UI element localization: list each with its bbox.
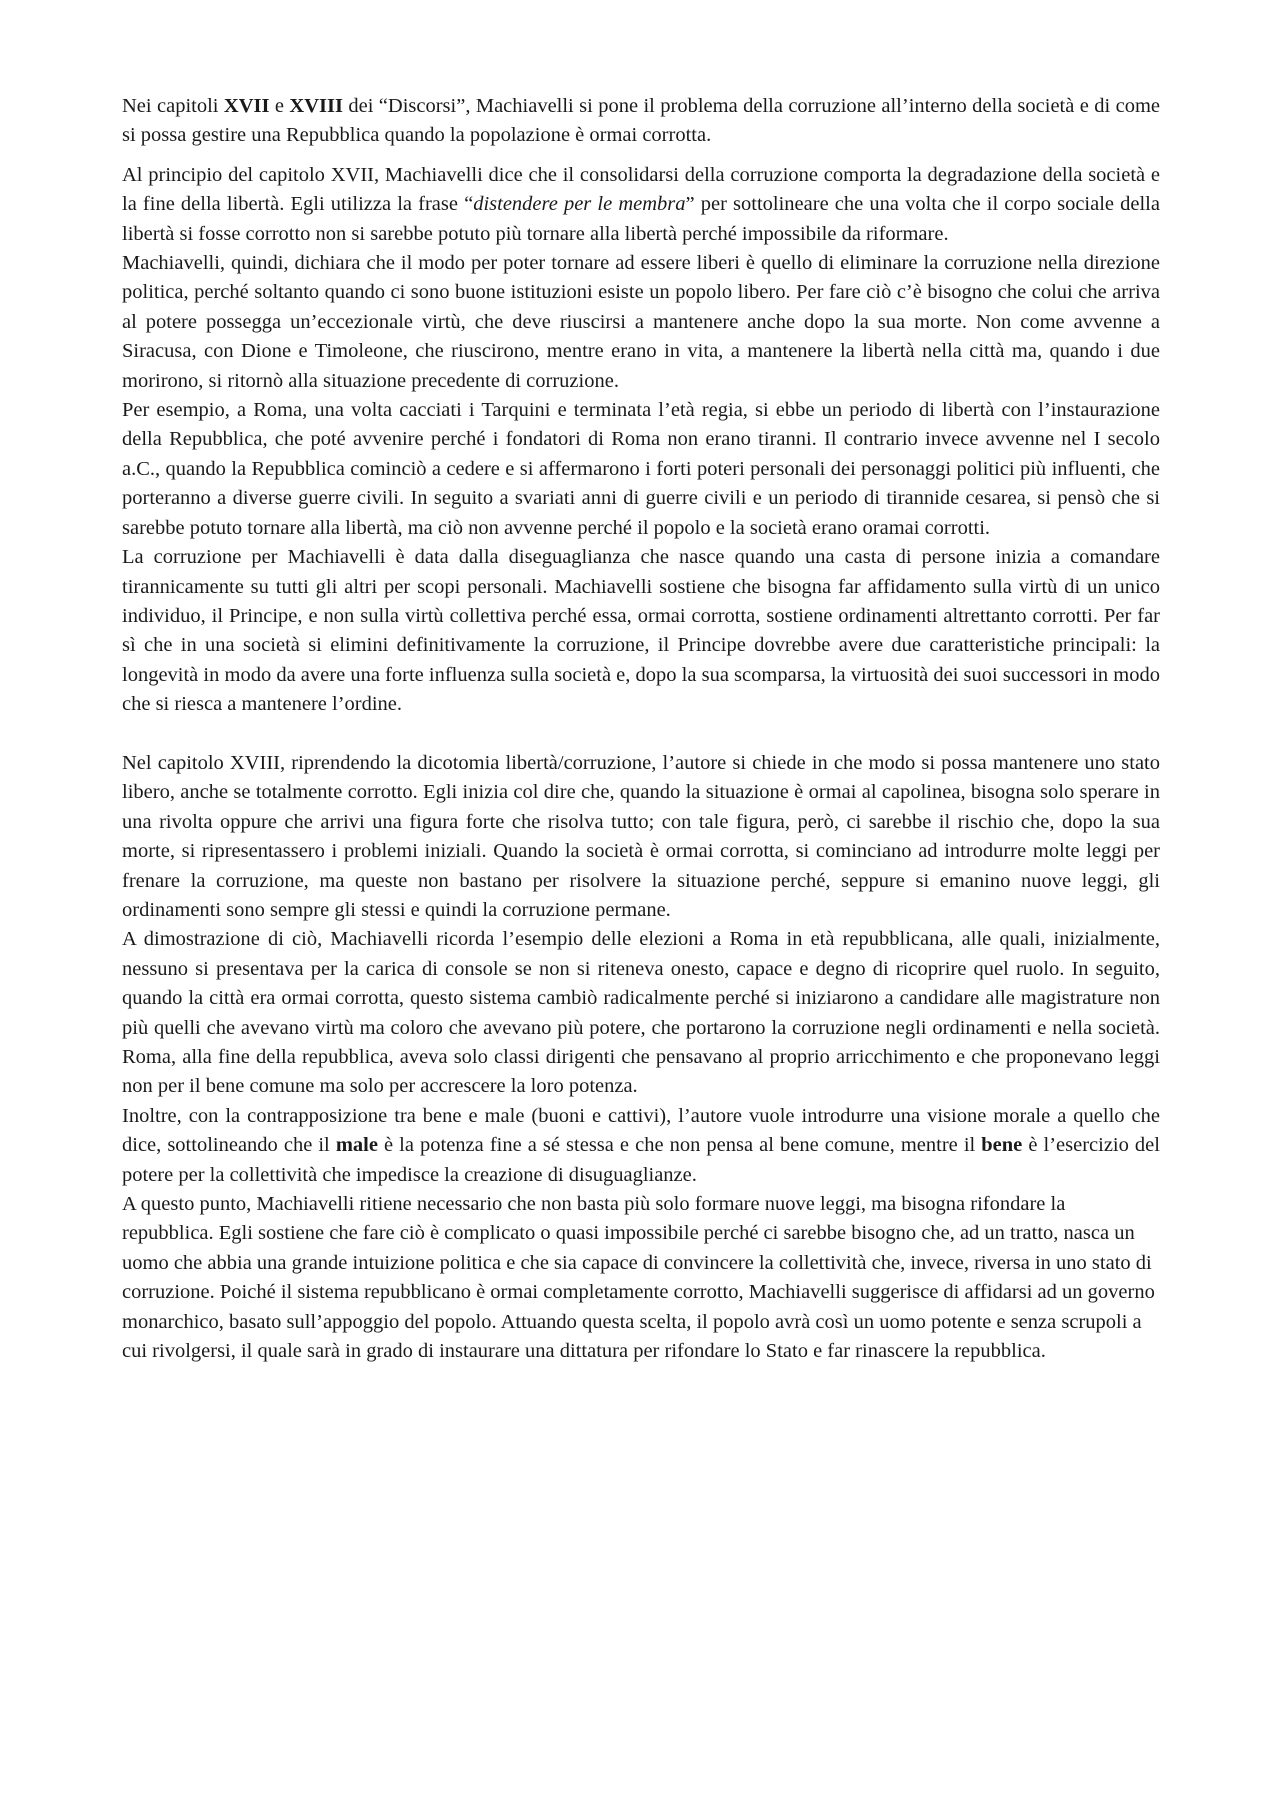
paragraph-bene-male xyxy=(122,1102,1160,1190)
chapter-xvii-bold: XVII xyxy=(223,95,270,117)
text: dei “Discorsi”, Machiavelli si pone il problema della corruzione all’interno della società e di come si possa gestire una Repubblica quando la popolazione è ormai corrotta. xyxy=(122,95,1160,147)
paragraph-intro xyxy=(122,92,1160,151)
text: ” per sottolineare che una volta che il corpo sociale della libertà si fosse corrotto non si sarebbe potuto più tornare alla libertà perché impossibile da riformare. xyxy=(122,193,1160,245)
paragraph-roma-esempio: Per esempio, a Roma, una volta cacciati i Tarquini e terminata l’età regia, si ebbe un periodo di libertà con l’instaurazione della Repubblica, che poté avvenire perché i fondatori di Roma non erano tiranni. Il contrario invece avvenne nel I secolo a.C., quando la Repubblica cominciò a cedere e si affermarono i forti poteri personali dei personaggi politici più influenti, che porteranno a diverse guerre civili. In seguito a svariati anni di guerre civili e un periodo di tirannide cesarea, si pensò che si sarebbe potuto tornare alla libertà, ma ciò non avvenne perché il popolo e la società erano oramai corrotti. xyxy=(122,399,1160,539)
paragraph-conclusion: A questo punto, Machiavelli ritiene necessario che non basta più solo formare nuove leggi, ma bisogna rifondare la repubblica. Egli sostiene che fare ciò è complicato o quasi impossibile perché ci sarebbe bisogno che, ad un tratto, nasca un uomo che abbia una grande intuizione politica e che sia capace di convincere la collettività che, invece, riversa in uno stato di corruzione. Poiché il sistema repubblicano è ormai completamente corrotto, Machiavelli suggerisce di affidarsi ad un governo monarchico, basato sull’appoggio del popolo. Attuando questa scelta, il popolo avrà così un uomo potente e senza scrupoli a cui rivolgersi, il quale sarà in grado di instaurare una dittatura per rifondare lo Stato e far rinascere la repubblica. xyxy=(122,1193,1155,1363)
document-page xyxy=(122,92,1160,1366)
paragraph-corruzione-principe: La corruzione per Machiavelli è data dalla diseguaglianza che nasce quando una casta di persone inizia a comandare tirannicamente su tutti gli altri per scopi personali. Machiavelli sostiene che bisogna far affidamento sulla virtù di un unico individuo, il Principe, e non sulla virtù collettiva perché essa, ormai corrotta, sostiene ordinamenti altrettanto corrotti. Per far sì che in una società si elimini definitivamente la corruzione, il Principe dovrebbe avere due caratteristiche principali: la longevità in modo da avere una forte influenza sulla società e, dopo la sua scomparsa, la virtuosità dei suoi successori in modo che si riesca a mantenere l’ordine. xyxy=(122,546,1160,716)
paragraph-machiavelli-quindi: Machiavelli, quindi, dichiara che il modo per poter tornare ad essere liberi è quello di eliminare la corruzione nella direzione politica, perché soltanto quando ci sono buone istituzioni esiste un popolo libero. Per fare ciò c’è bisogno che colui che arriva al potere possegga un’eccezionale virtù, che deve riuscirsi a mantenere anche dopo la sua morte. Non come avvenne a Siracusa, con Dione e Timoleone, che riuscirono, mentre erano in vita, a mantenere la libertà nella città ma, quando i due morirono, si ritornò alla situazione precedente di corruzione. xyxy=(122,252,1160,392)
paragraph-chapter-xviii-start: Nel capitolo XVIII, riprendendo la dicotomia libertà/corruzione, l’autore si chiede in che modo si possa mantenere uno stato libero, anche se totalmente corrotto. Egli inizia col dire che, quando la situazione è ormai al capolinea, bisogna solo sperare in una rivolta oppure che arrivi una figura forte che risolva tutto; con tale figura, però, ci sarebbe il rischio che, dopo la sua morte, si ripresentassero i problemi iniziali. Quando la società è ormai corrotta, si cominciano ad introdurre molte leggi per frenare la corruzione, ma queste non bastano per risolvere la situazione perché, seppure si emanino nuove leggi, gli ordinamenti sono sempre gli stessi e quindi la corruzione permane. xyxy=(122,751,1160,921)
bene-bold: bene xyxy=(981,1134,1023,1157)
text: Nei capitoli xyxy=(122,95,224,117)
quoted-phrase-italic: distendere per le membra xyxy=(473,193,686,216)
male-bold: male xyxy=(335,1134,378,1157)
paragraph-dimostrazione: A dimostrazione di ciò, Machiavelli ricorda l’esempio delle elezioni a Roma in età repubblicana, alle quali, inizialmente, nessuno si presentava per la carica di console se non si riteneva onesto, capace e degno di ricoprire quel ruolo. In seguito, quando la città era ormai corrotta, questo sistema cambiò radicalmente perché si iniziarono a candidare alle magistrature non più quelli che avevano virtù ma coloro che avevano più potere, che portarono la corruzione negli ordinamenti e nella società. Roma, alla fine della repubblica, aveva solo classi dirigenti che pensavano al proprio arricchimento e che proponevano leggi non per il bene comune ma solo per accrescere la loro potenza. xyxy=(122,928,1160,1098)
text: e xyxy=(269,95,290,117)
text: Al principio del capitolo XVII, Machiavelli dice che il consolidarsi della corruzione comporta la degradazione della società e la fine della libertà. Egli utilizza la frase “ xyxy=(122,163,1160,216)
chapter-xviii-bold: XVIII xyxy=(289,95,343,117)
text: Inoltre, con la contrapposizione tra bene e male (buoni e cattivi), l’autore vuole introdurre una visione morale a quello che dice, sottolineando che il xyxy=(122,1104,1160,1157)
text: è la potenza fine a sé stessa e che non pensa al bene comune, mentre il xyxy=(377,1134,982,1157)
paragraph-chapter-xvii-start xyxy=(122,161,1160,249)
text: è l’esercizio del potere per la collettività che impedisce la creazione di disuguaglianze. xyxy=(122,1134,1160,1186)
